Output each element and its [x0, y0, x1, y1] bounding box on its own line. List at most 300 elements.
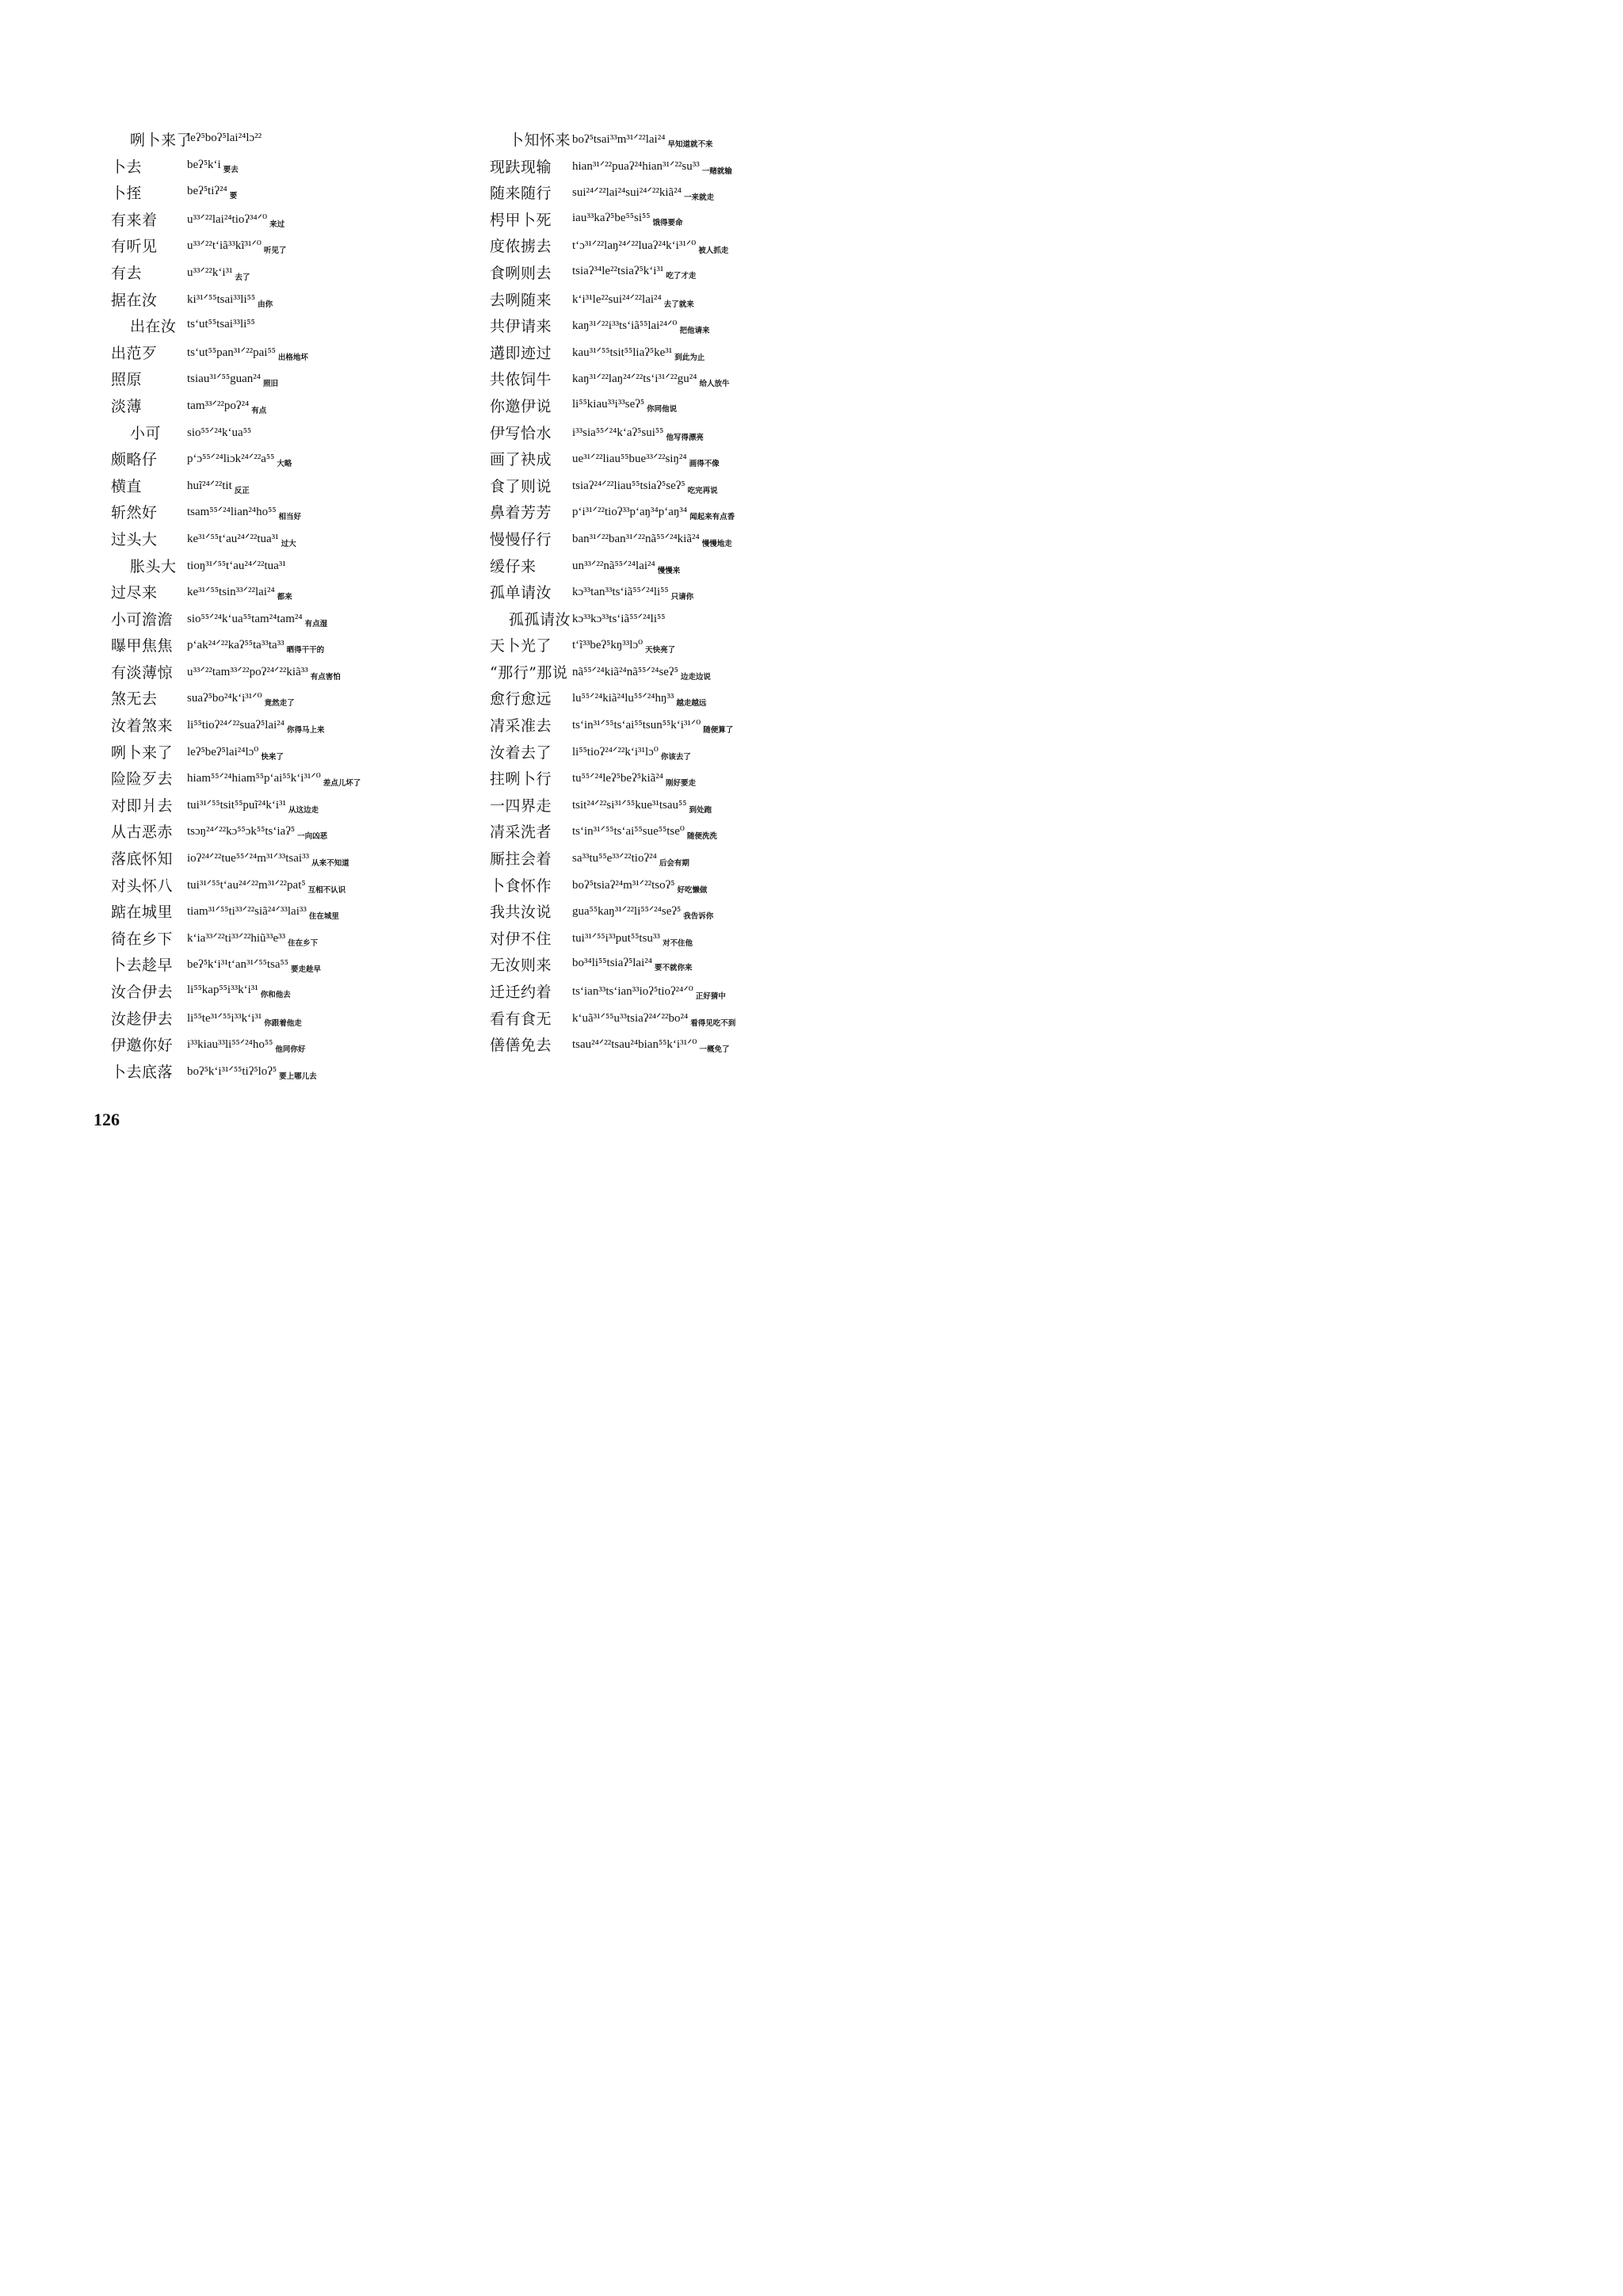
entry-row	[490, 340, 862, 367]
entry-row	[490, 926, 862, 953]
entry-hanzi: 慢慢仔行	[490, 530, 552, 548]
entry-row	[111, 952, 483, 979]
entry-pronunciation-group	[187, 345, 308, 360]
entry-gloss: 去了	[235, 273, 250, 282]
entry-gloss: 有点湿	[304, 619, 328, 628]
entry-row	[490, 393, 862, 420]
entry-pronunciation-group	[187, 611, 327, 626]
entry-pronunciation-group	[187, 850, 349, 869]
entry-pronunciation-group	[187, 1037, 306, 1055]
entry-pronunciation-group	[572, 664, 711, 682]
entry-row	[111, 793, 483, 819]
entry-row	[111, 154, 483, 181]
entry-pronunciation-group	[572, 264, 697, 281]
entry-pronunciation: pʻɔ⁵⁵ᐟ²⁴liɔk²⁴ᐟ²²a⁵⁵	[187, 453, 275, 466]
entry-pronunciation-group	[187, 531, 296, 546]
entry-pronunciation-group	[187, 744, 284, 762]
entry-hanzi: 从古恶赤	[111, 823, 174, 842]
entry-pronunciation-group	[187, 584, 292, 602]
entry-pronunciation: sio⁵⁵ᐟ²⁴kʻua⁵⁵	[187, 426, 252, 439]
entry-gloss: 互相不认识	[307, 885, 346, 895]
entry-pronunciation: li⁵⁵tioʔ²⁴ᐟ²²suaʔ⁵lai²⁴	[187, 719, 285, 732]
entry-gloss: 从来不知道	[311, 859, 349, 869]
entry-pronunciation-group	[572, 717, 734, 735]
entry-gloss: 住在城里	[308, 912, 339, 922]
entry-gloss: 你同他说	[647, 404, 678, 414]
entry-pronunciation: pʻi³¹ᐟ²²tioʔ³³pʻaŋ³⁴pʻaŋ³⁴	[572, 506, 688, 519]
entry-hanzi: 我共汝说	[490, 904, 552, 922]
entry-pronunciation-group	[572, 584, 694, 602]
entry-row	[490, 420, 862, 447]
entry-hanzi: 度侬掳去	[490, 238, 552, 256]
entry-hanzi: 卜食怀作	[490, 877, 552, 895]
entry-hanzi: 无汝则来	[490, 957, 552, 975]
entry-hanzi: 据在汝	[111, 291, 158, 309]
entry-pronunciation-group	[187, 371, 279, 389]
entry-gloss: 闻起来有点香	[689, 513, 735, 522]
entry-row	[111, 979, 483, 1006]
entry-pronunciation-group	[572, 904, 714, 922]
entry-gloss: 正好猜中	[695, 992, 726, 1001]
entry-hanzi: 共侬饲牛	[490, 371, 552, 389]
entry-row	[111, 233, 483, 260]
entry-pronunciation: i³³kiau³³li⁵⁵ᐟ²⁴ho⁵⁵	[187, 1038, 273, 1052]
entry-gloss: 随便算了	[703, 726, 734, 735]
entry-pronunciation-group	[572, 397, 678, 414]
entry-hanzi: 伊写恰水	[490, 424, 552, 442]
entry-row	[490, 739, 862, 766]
entry-pronunciation: sui²⁴ᐟ²²lai²⁴sui²⁴ᐟ²²kiã²⁴	[572, 186, 682, 200]
entry-gloss: 有点	[251, 406, 267, 415]
entry-gloss: 好吃懒做	[677, 885, 708, 895]
entry-row	[111, 686, 483, 712]
entry-pronunciation-group	[187, 877, 346, 895]
entry-hanzi: 画了袂成	[490, 451, 552, 469]
entry-gloss: 住在乡下	[288, 938, 319, 948]
entry-pronunciation-group	[572, 504, 735, 522]
entry-pronunciation: ue³¹ᐟ²²liau⁵⁵bue³³ᐟ²²siŋ²⁴	[572, 453, 687, 466]
entry-gloss: 过大	[281, 539, 296, 548]
entry-gloss: 去了就来	[663, 300, 694, 309]
entry-pronunciation: huĩ²⁴ᐟ²²tit	[187, 479, 232, 492]
entry-row	[111, 420, 483, 447]
entry-row	[490, 659, 862, 686]
entry-row	[111, 926, 483, 953]
entry-pronunciation: tam³³ᐟ²²poʔ²⁴	[187, 399, 250, 412]
entry-hanzi: 去咧随来	[490, 291, 552, 309]
entry-row	[490, 1006, 862, 1033]
entry-pronunciation-group	[572, 744, 691, 762]
entry-pronunciation: kɔ³³tan³³tsʻiã⁵⁵ᐟ²⁴li⁵⁵	[572, 586, 669, 599]
entry-pronunciation-group	[187, 212, 285, 227]
entry-pronunciation: tui³¹ᐟ⁵⁵tsit⁵⁵puĩ²⁴kʻi³¹	[187, 798, 286, 812]
entry-hanzi: 天卜光了	[490, 637, 552, 655]
entry-gloss: 来过	[269, 220, 285, 229]
entry-gloss: 对不住他	[662, 938, 693, 948]
entry-pronunciation: beʔ⁵kʻi	[187, 158, 221, 171]
entry-pronunciation: u³³ᐟ²²tam³³ᐟ²²poʔ²⁴ᐟ²²kiã³³	[187, 665, 308, 678]
entry-pronunciation: kɔ³³kɔ³³tsʻiã⁵⁵ᐟ²⁴li⁵⁵	[572, 612, 666, 625]
entry-pronunciation: li⁵⁵te³¹ᐟ⁵⁵i³³kʻi³¹	[187, 1011, 262, 1025]
entry-gloss: 越走越远	[676, 699, 707, 709]
entry-pronunciation-group	[187, 797, 319, 815]
entry-gloss: 要去	[223, 165, 239, 174]
entry-hanzi: 缓仔来	[490, 557, 537, 575]
entry-pronunciation: tioŋ³¹ᐟ⁵⁵tʻau²⁴ᐟ²²tua³¹	[187, 559, 286, 572]
entry-pronunciation-group	[572, 478, 718, 493]
entry-gloss: 到处跑	[689, 805, 712, 815]
entry-gloss: 差点儿坏了	[323, 779, 361, 789]
entry-gloss: 听见了	[263, 246, 287, 256]
entry-hanzi: 颇略仔	[111, 451, 158, 469]
entry-row	[490, 766, 862, 793]
entry-hanzi: 过尽来	[111, 584, 158, 602]
entry-row	[490, 899, 862, 926]
entry-pronunciation: suaʔ⁵bo²⁴kʻi³¹ᐟ⁰	[187, 692, 262, 705]
entry-gloss: 晒得干干的	[286, 646, 325, 655]
entry-gloss: 我告诉你	[683, 912, 714, 922]
entry-pronunciation: hian³¹ᐟ²²puaʔ²⁴hian³¹ᐟ²²su³³	[572, 159, 700, 173]
entry-pronunciation: tsau²⁴ᐟ²²tsau²⁴bian⁵⁵kʻi³¹ᐟ⁰	[572, 1038, 697, 1052]
entry-pronunciation-group	[187, 185, 238, 201]
entry-pronunciation: tsiau³¹ᐟ⁵⁵guan²⁴	[187, 372, 262, 386]
entry-gloss: 画得不像	[689, 460, 720, 469]
entry-hanzi: 孤单请汝	[490, 584, 552, 602]
entry-pronunciation-group	[572, 611, 667, 626]
entry-row	[490, 154, 862, 181]
entry-pronunciation: u³³ᐟ²²lai²⁴tioʔ³⁴ᐟ⁰	[187, 212, 268, 226]
entry-pronunciation-group	[572, 984, 726, 999]
entry-pronunciation-group	[572, 292, 694, 307]
entry-row	[490, 979, 862, 1006]
entry-row	[111, 899, 483, 926]
entry-gloss: 饿得要命	[652, 218, 683, 227]
entry-gloss: 早知道就不来	[667, 140, 713, 149]
entry-pronunciation-group	[187, 823, 328, 842]
entry-gloss: 他写得漂亮	[666, 433, 704, 442]
entry-pronunciation: tsʻin³¹ᐟ⁵⁵tsʻai⁵⁵tsun⁵⁵kʻi³¹ᐟ⁰	[572, 719, 701, 732]
entry-pronunciation-group	[187, 984, 291, 997]
entry-pronunciation-group	[187, 318, 258, 331]
entry-pronunciation-group	[187, 717, 325, 735]
entry-gloss: 反正	[234, 486, 250, 495]
entry-gloss: 他同你好	[275, 1045, 306, 1055]
entry-hanzi: 遘即迹过	[490, 344, 552, 362]
entry-gloss: 随便洗洗	[686, 832, 717, 842]
entry-pronunciation: kaŋ³¹ᐟ²²i³³tsʻiã⁵⁵lai²⁴ᐟ⁰	[572, 319, 678, 333]
entry-pronunciation: beʔ⁵kʻi³¹tʻan³¹ᐟ⁵⁵tsa⁵⁵	[187, 958, 288, 972]
entry-gloss: 被人抓走	[698, 246, 729, 256]
entry-pronunciation-group	[572, 371, 730, 389]
entry-row	[111, 553, 483, 580]
entry-pronunciation-group	[187, 690, 295, 709]
entry-hanzi: 卜去底落	[111, 1063, 174, 1081]
entry-pronunciation: tʻɔ³¹ᐟ²²laŋ²⁴ᐟ²²luaʔ²⁴kʻi³¹ᐟ⁰	[572, 239, 697, 253]
entry-pronunciation: kaŋ³¹ᐟ²²laŋ²⁴ᐟ²²tsʻi³¹ᐟ²²gu²⁴	[572, 372, 697, 386]
entry-gloss: 有点害怕	[310, 672, 341, 682]
entry-gloss: 刚好要走	[666, 779, 697, 789]
entry-gloss: 由你	[258, 300, 273, 309]
entry-gloss: 竟然走了	[264, 699, 295, 709]
entry-row	[490, 499, 862, 526]
entry-gloss: 一赌就输	[701, 166, 732, 176]
entry-pronunciation: u³³ᐟ²²kʻi³¹	[187, 266, 233, 279]
entry-row	[111, 313, 483, 340]
entry-row	[490, 686, 862, 712]
entry-row	[111, 739, 483, 766]
entry-pronunciation: boʔ⁵tsai³³m³¹ᐟ²²lai²⁴	[572, 133, 666, 146]
entry-row	[111, 1006, 483, 1033]
entry-pronunciation: tsɔŋ²⁴ᐟ²²kɔ⁵⁵ɔk⁵⁵tsʻiaʔ⁵	[187, 825, 296, 839]
entry-hanzi: 卜去	[111, 158, 143, 176]
entry-hanzi: 出范歹	[111, 344, 158, 362]
entry-pronunciation: ke³¹ᐟ⁵⁵tʻau²⁴ᐟ²²tua³¹	[187, 532, 279, 545]
entry-pronunciation-group	[572, 159, 732, 174]
entry-pronunciation: u³³ᐟ²²tʻiã³³kĩ³¹ᐟ⁰	[187, 239, 262, 253]
entry-row	[490, 712, 862, 739]
entry-hanzi: 僐僐免去	[490, 1037, 552, 1055]
entry-pronunciation: sa³³tu⁵⁵e³³ᐟ²²tioʔ²⁴	[572, 852, 657, 865]
entry-pronunciation: ioʔ²⁴ᐟ²²tue⁵⁵ᐟ²⁴m³¹ᐟ³³tsai³³	[187, 852, 310, 865]
entry-pronunciation-group	[572, 850, 689, 869]
entry-row	[111, 287, 483, 314]
entry-hanzi: 伊邀你好	[111, 1037, 174, 1055]
entry-pronunciation: gua⁵⁵kaŋ³¹ᐟ²²li⁵⁵ᐟ²⁴seʔ⁵	[572, 905, 682, 919]
entry-pronunciation: leʔ⁵beʔ⁵lai²⁴lɔ⁰	[187, 745, 259, 758]
entry-gloss: 照旧	[263, 380, 279, 389]
entry-gloss: 你该去了	[660, 752, 691, 762]
entry-row	[111, 659, 483, 686]
entry-hanzi: 枵甲卜死	[490, 211, 552, 229]
entry-hanzi: 凊采洗者	[490, 823, 552, 842]
entry-pronunciation: tʻĩ³³beʔ⁵kŋ³³lɔ⁰	[572, 639, 643, 652]
entry-row	[490, 473, 862, 500]
entry-row	[111, 579, 483, 606]
entry-pronunciation-group	[187, 957, 321, 975]
entry-pronunciation: tsʻian³³tsʻian³³ioʔ⁵tioʔ²⁴ᐟ⁰	[572, 985, 693, 998]
entry-pronunciation: tu⁵⁵ᐟ²⁴leʔ⁵beʔ⁵kiã²⁴	[572, 772, 664, 785]
entry-row	[111, 632, 483, 659]
entry-hanzi: 共伊请来	[490, 318, 552, 336]
entry-row	[111, 207, 483, 234]
entry-hanzi: 汝合伊去	[111, 984, 174, 1001]
entry-hanzi: 拄咧卜行	[490, 770, 552, 789]
entry-hanzi: 卜挃	[111, 185, 143, 203]
entry-hanzi: 小可澹澹	[111, 610, 174, 628]
entry-hanzi: 愈行愈远	[490, 690, 552, 709]
entry-hanzi: 迁迁约着	[490, 984, 552, 1001]
entry-row	[490, 207, 862, 234]
entry-hanzi: 横直	[111, 477, 143, 495]
entry-pronunciation-group	[187, 292, 273, 307]
entry-gloss: 都来	[277, 593, 292, 602]
entry-pronunciation-group	[187, 904, 339, 922]
entry-hanzi: 对头怀八	[111, 877, 174, 895]
entry-pronunciation-group	[187, 451, 292, 469]
entry-hanzi: 照原	[111, 371, 143, 389]
entry-row	[490, 366, 862, 393]
entry-pronunciation-group	[572, 212, 682, 225]
entry-gloss: 慢慢地走	[701, 539, 732, 548]
entry-row	[490, 873, 862, 900]
entry-hanzi: 看有食无	[490, 1010, 552, 1028]
entry-hanzi: 一四界走	[490, 797, 552, 815]
entry-hanzi: 有去	[111, 264, 143, 282]
entry-row	[111, 260, 483, 287]
entry-hanzi: 鼻着芳芳	[490, 504, 552, 522]
entry-hanzi: 险险歹去	[111, 770, 174, 789]
entry-pronunciation-group	[572, 690, 707, 709]
entry-hanzi: 对伊不住	[490, 930, 552, 948]
entry-pronunciation-group	[572, 238, 729, 256]
entry-hanzi: 对即爿去	[111, 797, 174, 815]
entry-hanzi: 汝着煞来	[111, 717, 174, 735]
entry-row	[111, 526, 483, 553]
entry-row	[111, 446, 483, 473]
entry-gloss: 吃了才走	[666, 271, 697, 281]
entry-pronunciation-group	[187, 398, 266, 413]
entry-row	[111, 606, 483, 633]
entry-pronunciation: kʻuã³¹ᐟ⁵⁵u³³tsiaʔ²⁴ᐟ²²bo²⁴	[572, 1011, 689, 1025]
entry-hanzi: “那行”那说	[490, 663, 568, 682]
entry-gloss: 看得见吃不到	[690, 1018, 736, 1028]
entry-row	[111, 766, 483, 793]
entry-pronunciation: kau³¹ᐟ⁵⁵tsit⁵⁵liaʔ⁵ke³¹	[572, 346, 673, 359]
entry-pronunciation-group	[572, 1037, 730, 1055]
entry-pronunciation: boʔ⁵kʻi³¹ᐟ⁵⁵tiʔ⁵loʔ⁵	[187, 1064, 277, 1078]
entry-row	[490, 287, 862, 314]
entry-row	[490, 127, 862, 154]
entry-hanzi: 淡薄	[111, 397, 143, 415]
entry-pronunciation-group	[572, 637, 676, 655]
entry-hanzi: 咧卜来了	[111, 743, 174, 762]
entry-pronunciation: tiam³¹ᐟ⁵⁵ti³³ᐟ²²siã²⁴ᐟ³³lai³³	[187, 905, 307, 919]
entry-gloss: 吃完再说	[687, 486, 718, 495]
entry-gloss: 一向凶恶	[297, 832, 328, 842]
entry-row	[490, 553, 862, 580]
right-column	[490, 127, 862, 1059]
entry-pronunciation: sio⁵⁵ᐟ²⁴kʻua⁵⁵tam²⁴tam²⁴	[187, 612, 303, 625]
entry-pronunciation: tsit²⁴ᐟ²²si³¹ᐟ⁵⁵kue³¹tsau⁵⁵	[572, 798, 687, 812]
entry-hanzi: 踮在城里	[111, 904, 174, 922]
entry-row	[111, 473, 483, 500]
entry-pronunciation-group	[572, 318, 710, 336]
entry-row	[490, 846, 862, 873]
entry-pronunciation: tsam⁵⁵ᐟ²⁴lian²⁴ho⁵⁵	[187, 506, 277, 519]
entry-row	[111, 873, 483, 900]
entry-pronunciation-group	[572, 957, 693, 973]
entry-hanzi: 食了则说	[490, 477, 552, 495]
entry-pronunciation: leʔ⁵boʔ⁵lai²⁴lɔ²²	[187, 132, 262, 144]
entry-row	[490, 180, 862, 207]
entry-hanzi: 汝趁伊去	[111, 1010, 174, 1028]
left-column	[111, 127, 483, 1085]
entry-pronunciation-group	[187, 159, 239, 172]
entry-row	[490, 1032, 862, 1059]
entry-pronunciation: tsiaʔ²⁴ᐟ²²liau⁵⁵tsiaʔ⁵seʔ⁵	[572, 479, 685, 492]
entry-row	[490, 952, 862, 979]
entry-pronunciation-group	[187, 425, 254, 440]
entry-pronunciation: lu⁵⁵ᐟ²⁴kiã²⁴lu⁵⁵ᐟ²⁴hŋ³³	[572, 692, 674, 705]
entry-pronunciation: iau³³kaʔ⁵be⁵⁵si⁵⁵	[572, 211, 651, 224]
entry-row	[111, 180, 483, 207]
entry-pronunciation-group	[572, 877, 708, 895]
entry-hanzi: 煞无去	[111, 690, 158, 709]
entry-row	[111, 366, 483, 393]
entry-pronunciation-group	[572, 425, 704, 440]
page-number: 126	[94, 1110, 120, 1129]
entry-row	[111, 340, 483, 367]
entry-gloss: 快来了	[261, 752, 284, 762]
entry-row	[111, 393, 483, 420]
entry-row	[490, 819, 862, 846]
entry-row	[490, 793, 862, 819]
entry-pronunciation-group	[572, 558, 680, 573]
entry-pronunciation-group	[572, 345, 705, 360]
entry-row	[490, 446, 862, 473]
entry-pronunciation: boʔ⁵tsiaʔ²⁴m³¹ᐟ²²tsoʔ⁵	[572, 878, 675, 892]
entry-gloss: 慢慢来	[657, 566, 681, 575]
entry-pronunciation-group	[187, 637, 325, 655]
entry-gloss: 大略	[277, 460, 292, 469]
entry-pronunciation: kʻi³¹le²²sui²⁴ᐟ²²lai²⁴	[572, 292, 662, 306]
entry-gloss: 要走趁早	[290, 965, 321, 975]
entry-hanzi: 徛在乡下	[111, 930, 174, 948]
entry-row	[111, 499, 483, 526]
entry-gloss: 你跟着他走	[264, 1018, 302, 1028]
entry-pronunciation: tui³¹ᐟ⁵⁵tʻau²⁴ᐟ²²m³¹ᐟ²²pat⁵	[187, 878, 306, 892]
entry-pronunciation-group	[187, 770, 361, 789]
entry-pronunciation: nã⁵⁵ᐟ²⁴kiã²⁴nã⁵⁵ᐟ²⁴seʔ⁵	[572, 665, 678, 678]
entry-pronunciation-group	[187, 558, 288, 573]
entry-gloss: 要不就你来	[654, 964, 693, 973]
entry-pronunciation: ke³¹ᐟ⁵⁵tsin³³ᐟ²²lai²⁴	[187, 586, 275, 599]
entry-hanzi: 凊采准去	[490, 717, 552, 735]
entry-pronunciation-group	[572, 531, 732, 546]
entry-pronunciation-group	[187, 265, 250, 280]
entry-gloss: 一概免了	[699, 1045, 730, 1055]
entry-pronunciation-group	[187, 478, 250, 493]
entry-pronunciation: li⁵⁵kiau³³i³³seʔ⁵	[572, 397, 645, 411]
entry-hanzi: 厮拄会着	[490, 850, 552, 869]
entry-gloss: 一来就走	[683, 193, 714, 203]
entry-pronunciation-group	[572, 823, 717, 842]
entry-pronunciation-group	[187, 238, 287, 256]
entry-row	[111, 1032, 483, 1059]
entry-hanzi: 有听见	[111, 238, 158, 256]
entry-gloss: 相当好	[278, 513, 302, 522]
entry-pronunciation-group	[572, 451, 720, 469]
entry-hanzi: 斩然好	[111, 504, 158, 522]
entry-hanzi: 卜去趁早	[111, 957, 174, 975]
entry-gloss: 你和他去	[260, 991, 291, 999]
entry-pronunciation: tui³¹ᐟ⁵⁵i³³put⁵⁵tsu³³	[572, 931, 660, 945]
entry-pronunciation-group	[187, 504, 302, 522]
entry-hanzi: 过头大	[111, 530, 158, 548]
entry-row	[490, 313, 862, 340]
entry-row	[490, 632, 862, 659]
entry-pronunciation: kʻia³³ᐟ²²ti³³ᐟ²²hiũ³³e³³	[187, 931, 286, 945]
entry-gloss: 把他请来	[679, 327, 710, 336]
entry-row	[111, 846, 483, 873]
entry-hanzi: 食咧则去	[490, 264, 552, 282]
entry-hanzi: 咧卜来了	[130, 132, 193, 149]
entry-pronunciation: pʻak²⁴ᐟ²²kaʔ⁵⁵ta³³ta³³	[187, 639, 285, 652]
entry-pronunciation: i³³sia⁵⁵ᐟ²⁴kʻaʔ⁵sui⁵⁵	[572, 426, 664, 439]
entry-hanzi: 卜知怀来	[509, 132, 571, 149]
entry-pronunciation: hiam⁵⁵ᐟ²⁴hiam⁵⁵pʻai⁵⁵kʻi³¹ᐟ⁰	[187, 772, 321, 785]
entry-pronunciation-group	[572, 930, 693, 946]
